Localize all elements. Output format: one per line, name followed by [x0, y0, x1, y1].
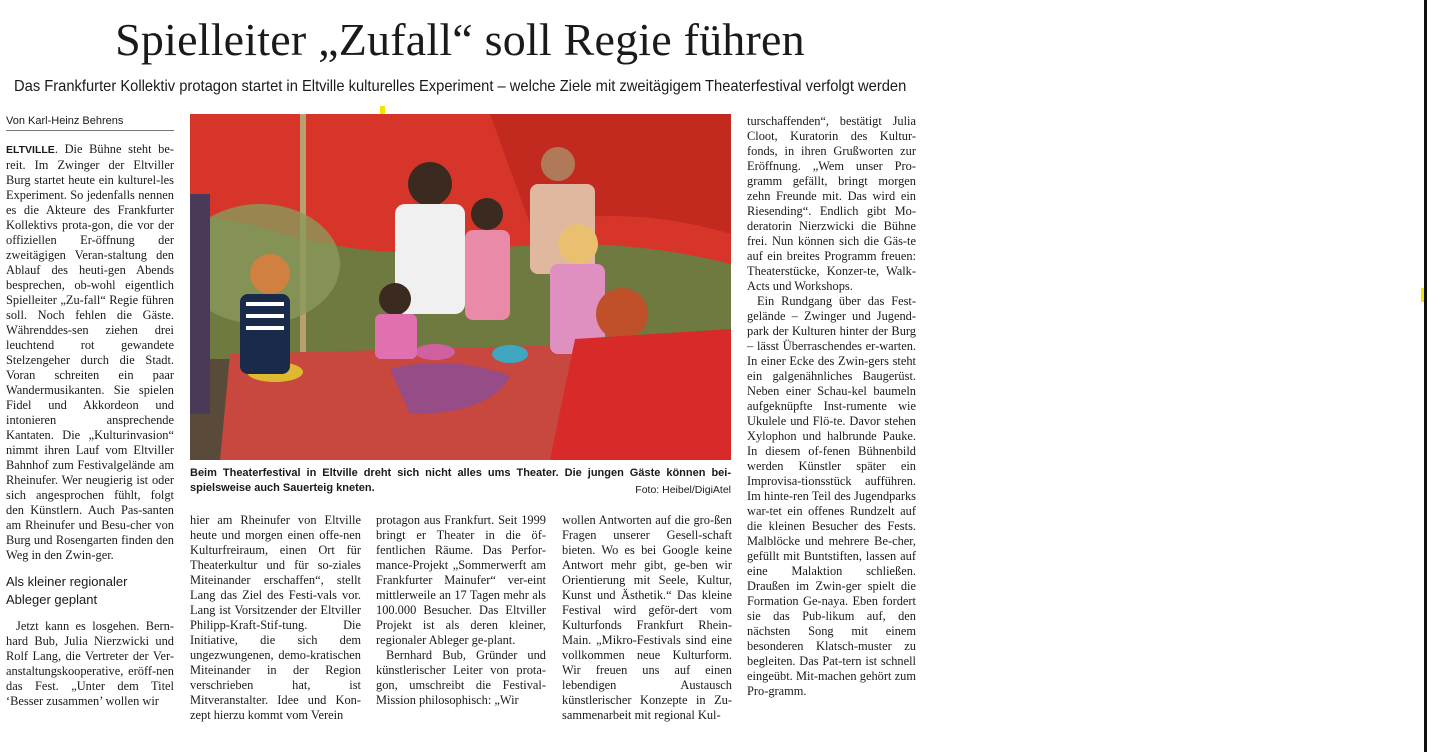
article-column-5 [747, 114, 916, 699]
paragraph-text: . Die Bühne steht be-reit. Im Zwinger der Eltviller Burg startet heute ein kulturel-les Experiment. So jedenfalls nennen es die Akteure des Frankfurter Kollektivs prota-gon, die vor der offiziellen Er-öffnung der zweitägigen Veran-staltung den Ablauf des heuti-gen Abends besprechen, ob-wohl eigentlich Spielleiter „Zu-fall“ Regie führen soll. Noch fehlen die Gäste. Währenddes-sen ziehen drei leuchtend rot gewandete Stelzengeher durch die Stadt. Voran schreiten ein paar Wandermusikanten. Sie spielen Fidel und Akkordeon und intonieren ansprechende Kantaten. Die „Kulturinvasion“ nimmt ihren Lauf vom Eltviller Bahnhof zum Festivalgelände am Rheinufer. Wer neugierig ist oder sich angesprochen fühlt, folgt den Künstlern. Auch Pas-santen am Rheinufer und Besu-cher von Burg und Rosengarten finden den Weg in den Zwin-ger. [6, 142, 174, 562]
article-paragraph: Bernhard Bub, Gründer und künstlerischer Leiter von prota-gon, umschreibt die Festival-Mission philosophisch: „Wir [376, 648, 546, 707]
article-column-1 [6, 142, 174, 709]
photo-caption: Beim Theaterfestival in Eltville dreht sich nicht alles ums Theater. Die jungen Gäste können bei-spielsweise auch Sauerteig kneten. [190, 467, 731, 494]
article-paragraph: turschaffenden“, bestätigt Julia Cloot, Kuratorin des Kultur-fonds, in ihren Grußworten zur Eröffnung. „Wem unser Pro-gramm gefällt, bringt morgen zehn Freunde mit. Das wird ein Riesending“. Endlich gibt Mo-deratorin Nierzwicki die Bühne frei. Nun können sich die Gäs-te auf ein breites Programm freuen: Theaterstücke, Konzer-te, Walk-Acts und Workshops. [747, 114, 916, 293]
photo-credit: Foto: Heibel/DigiAtel [635, 484, 731, 496]
dateline: ELTVILLE [6, 144, 55, 156]
article-paragraph: protagon aus Frankfurt. Seit 1999 bringt er Theater in die öf-fentlichen Räume. Das Perfor-mance-Projekt „Sommerwerft am Frankfurter Mainufer“ ver-eint mittlerweile an 17 Tagen mehr als 100.000 Besucher. Das Eltviller Projekt ist als deren kleiner, regionaler Ableger ge-plant. [376, 513, 546, 647]
article-column-3 [376, 513, 546, 708]
article-headline: Spielleiter „Zufall“ soll Regie führen [115, 14, 805, 65]
article-byline: Von Karl-Heinz Behrens [6, 114, 174, 131]
article-paragraph [6, 142, 174, 563]
article-column-4 [562, 513, 732, 723]
article-subheading: Als kleiner regionaler Ableger geplant [6, 574, 128, 607]
article-photo [190, 114, 731, 460]
article-paragraph: Ein Rundgang über das Fest-gelände – Zwinger und Jugend-park der Kulturen hinter der Burg – lässt Überraschendes er-warten. In einer Ecke des Zwin-gers steht ein galgenähnliches Baugerüst. Neben einer Schau-kel baumeln aufgeknüpfte Inst-rumente wie Ukulele und Flö-te. Davor stehen Xylophon und halbrunde Pauke. In diesem of-fenen Bühnenbild werden Künstler später ein Improvisa-tionsstück aufführen. Im hinte-ren Teil des Jugendparks war-tet ein offenes Rundzelt auf die kleinen Besucher des Fests. Malblöcke und mehrere Be-cher, gefüllt mit Buntstiften, lassen auf eine Malaktion schließen. Draußen im Zwin-ger spielt die Formation Ge-naya. Eben fordert sie das Pub-likum auf, den nächsten Song mit einem besonderen Klatsch-muster zu begleiten. Das Pat-tern ist schnell eingeübt. Mit-machen gehört zum Pro-gramm. [747, 294, 916, 698]
photo-image [190, 114, 731, 460]
article-paragraph: hier am Rheinufer von Eltville heute und morgen einen offe-nen Kulturfreiraum, einen Ort für Theaterkultur und für so-ziales Miteinander erschaffen“, stellt Lang das Ziel des Festi-vals vor. Lang ist Vorsitzender der Eltviller Philipp-Kraft-Stif-tung. Die Initiative, die sich dem ungezwungenen, demo-kratischen Miteinander in der Region verschrieben hat, ist Mitveranstalter. Idee und Kon-zept hierzu kommt vom Verein [190, 513, 361, 722]
article-paragraph: wollen Antworten auf die gro-ßen Fragen unserer Gesell-schaft bieten. Wo es bei Google keine Antwort mehr gibt, ge-ben wir Orientierung mit Seele, Kultur, Kunst und Ästhetik.“ Das kleine Festival wird geför-dert vom Kulturfonds Frankfurt Rhein-Main. „Mikro-Festivals sind eine vollkommen neue Kulturform. Wir freuen uns auf einen lebendigen Austausch künstlerischer Konzepte in Zu-sammenarbeit mit regional Kul- [562, 513, 732, 722]
article-column-2 [190, 513, 361, 723]
article-subheadline: Das Frankfurter Kollektiv protagon startet in Eltville kulturelles Experiment – welche Ziele mit zweitägigem Theaterfestival verfolgt werden [14, 78, 907, 95]
article-paragraph: Jetzt kann es losgehen. Bern-hard Bub, Julia Nierzwicki und Rolf Lang, die Vertreter der Ver-anstaltungskooperative, eröff-nen das Fest. „Unter dem Titel ‘Besser zusammen’ wollen wir [6, 619, 174, 708]
page-edge-line [1424, 0, 1427, 752]
